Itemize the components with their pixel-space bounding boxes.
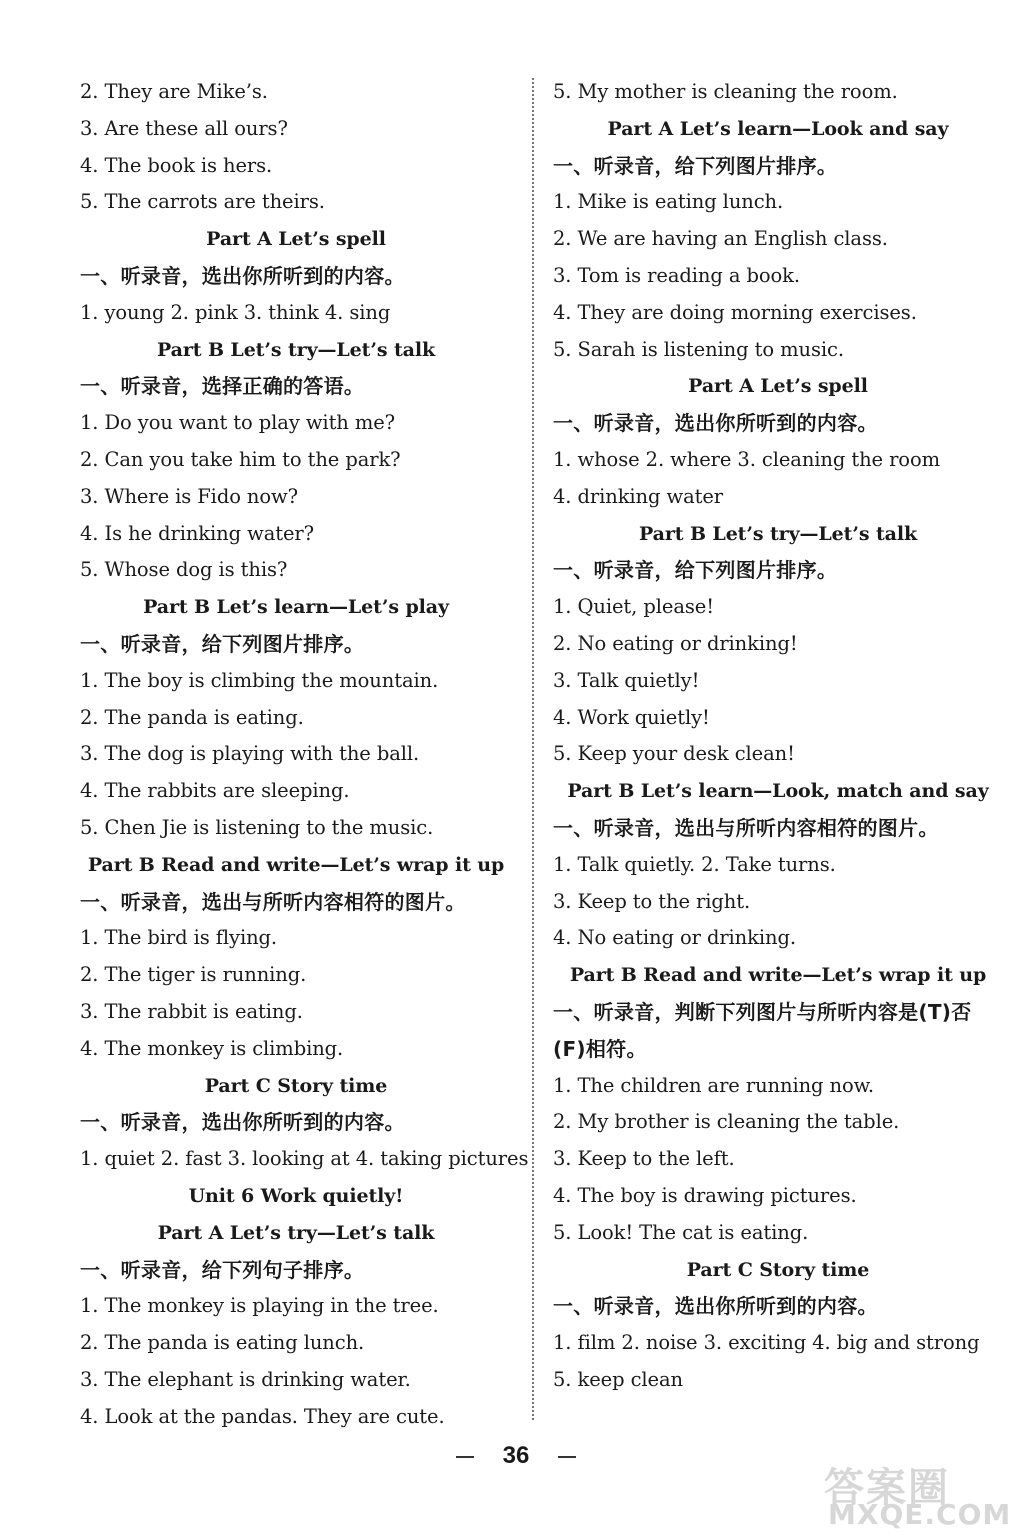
answer-line: 4. Look at the pandas. They are cute.: [80, 1404, 445, 1428]
watermark-text: MXQE.COM: [828, 1498, 1012, 1531]
section-heading: Part C Story time: [204, 1074, 388, 1097]
answer-line: 1. film 2. noise 3. exciting 4. big and strong: [553, 1331, 980, 1355]
answer-line: 2. The panda is eating.: [80, 705, 304, 729]
instruction-line: 一、听录音，选出你所听到的内容。: [553, 1294, 878, 1319]
answer-line: 3. Keep to the left.: [553, 1147, 735, 1171]
answer-line: 5. Look! The cat is eating.: [553, 1220, 809, 1244]
answer-line: 1. Mike is eating lunch.: [553, 190, 784, 214]
section-heading: Part B Let’s learn—Let’s play: [143, 596, 449, 619]
answer-line: 3. The elephant is drinking water.: [80, 1367, 411, 1391]
answer-line: 2. No eating or drinking!: [553, 631, 798, 655]
answer-line: 2. They are Mike’s.: [80, 80, 268, 103]
answer-line: 5. The carrots are theirs.: [80, 190, 325, 214]
answer-line: 1. The monkey is playing in the tree.: [80, 1294, 439, 1318]
footer-dash-right: [558, 1456, 576, 1458]
instruction-line: 一、听录音，给下列图片排序。: [553, 153, 838, 178]
answer-line: 4. They are doing morning exercises.: [553, 300, 917, 324]
answer-line: 3. Tom is reading a book.: [553, 263, 800, 287]
answer-line: 4. Is he drinking water?: [80, 521, 314, 545]
answer-line: 2. My brother is cleaning the table.: [553, 1110, 900, 1134]
instruction-line: 一、听录音，给下列图片排序。: [553, 558, 838, 583]
instruction-line: 一、听录音，选出与所听内容相符的图片。: [553, 815, 939, 840]
instruction-line: (F)相符。: [553, 1036, 647, 1061]
answer-line: 3. Are these all ours?: [80, 116, 288, 140]
instruction-line: 一、听录音，选出你所听到的内容。: [553, 411, 878, 436]
answer-line: 4. The boy is drawing pictures.: [553, 1183, 857, 1207]
instruction-line: 一、听录音，判断下列图片与所听内容是(T)否: [553, 999, 972, 1024]
section-heading: Part C Story time: [686, 1258, 870, 1281]
section-heading: Part B Read and write—Let’s wrap it up: [569, 964, 987, 987]
answer-line: 4. The monkey is climbing.: [80, 1036, 344, 1060]
answer-line: 1. quiet 2. fast 3. looking at 4. taking pictures: [80, 1147, 529, 1171]
answer-line: 2. The panda is eating lunch.: [80, 1331, 365, 1355]
instruction-line: 一、听录音，选出你所听到的内容。: [80, 1110, 405, 1135]
right-column: [553, 74, 1003, 1399]
section-heading: Part A Let’s spell: [206, 228, 386, 251]
answer-line: 1. The children are running now.: [553, 1073, 874, 1097]
section-heading: Part A Let’s try—Let’s talk: [157, 1221, 435, 1244]
section-heading: Part B Let’s try—Let’s talk: [156, 338, 436, 361]
answer-line: 1. Talk quietly. 2. Take turns.: [553, 852, 836, 876]
left-column: [80, 74, 529, 1435]
answer-line: 2. We are having an English class.: [553, 227, 888, 251]
footer-dash-left: [456, 1456, 474, 1458]
answer-line: 1. The boy is climbing the mountain.: [80, 668, 439, 692]
answer-line: 1. Do you want to play with me?: [80, 411, 396, 435]
column-divider: [532, 78, 534, 1420]
page-number: 36: [502, 1442, 530, 1469]
section-heading: Part B Let’s learn—Look, match and say: [567, 780, 989, 803]
answer-line: 3. Keep to the right.: [553, 889, 751, 913]
answer-line: 3. Where is Fido now?: [80, 484, 298, 508]
answer-line: 5. My mother is cleaning the room.: [553, 80, 898, 103]
answer-line: 1. whose 2. where 3. cleaning the room: [553, 447, 940, 471]
answer-line: 4. The rabbits are sleeping.: [80, 779, 350, 803]
answer-line: 3. The rabbit is eating.: [80, 999, 303, 1023]
instruction-line: 一、听录音，给下列句子排序。: [80, 1257, 365, 1282]
answer-line: 2. Can you take him to the park?: [80, 447, 401, 471]
section-heading: Part A Let’s learn—Look and say: [607, 117, 949, 140]
answer-line: 1. Quiet, please!: [553, 595, 714, 619]
answer-line: 5. Sarah is listening to music.: [553, 337, 844, 361]
section-heading: Part B Read and write—Let’s wrap it up: [87, 853, 505, 876]
answer-line: 4. No eating or drinking.: [553, 926, 796, 950]
answer-line: 1. young 2. pink 3. think 4. sing: [80, 300, 391, 324]
instruction-line: 一、听录音，选出与所听内容相符的图片。: [80, 889, 466, 914]
instruction-line: 一、听录音，选择正确的答语。: [80, 374, 365, 399]
answer-line: 2. The tiger is running.: [80, 963, 307, 987]
answer-line: 4. drinking water: [553, 484, 724, 508]
answer-line: 4. Work quietly!: [553, 705, 710, 729]
answer-line: 4. The book is hers.: [80, 153, 273, 177]
answer-line: 3. The dog is playing with the ball.: [80, 742, 420, 766]
answer-line: 5. Whose dog is this?: [80, 558, 288, 582]
watermark: [820, 1462, 1020, 1532]
answer-line: 1. The bird is flying.: [80, 926, 278, 950]
answer-line: 5. Keep your desk clean!: [553, 742, 795, 766]
answer-line: 5. Chen Jie is listening to the music.: [80, 815, 434, 839]
section-heading: Part A Let’s spell: [688, 375, 868, 398]
instruction-line: 一、听录音，给下列图片排序。: [80, 631, 365, 656]
section-heading: Part B Let’s try—Let’s talk: [638, 522, 918, 545]
answer-line: 5. keep clean: [553, 1367, 683, 1391]
watermark-logo: 答案圈: [824, 1465, 950, 1511]
section-heading: Unit 6 Work quietly!: [188, 1184, 404, 1207]
instruction-line: 一、听录音，选出你所听到的内容。: [80, 263, 405, 288]
answer-line: 3. Talk quietly!: [553, 668, 700, 692]
